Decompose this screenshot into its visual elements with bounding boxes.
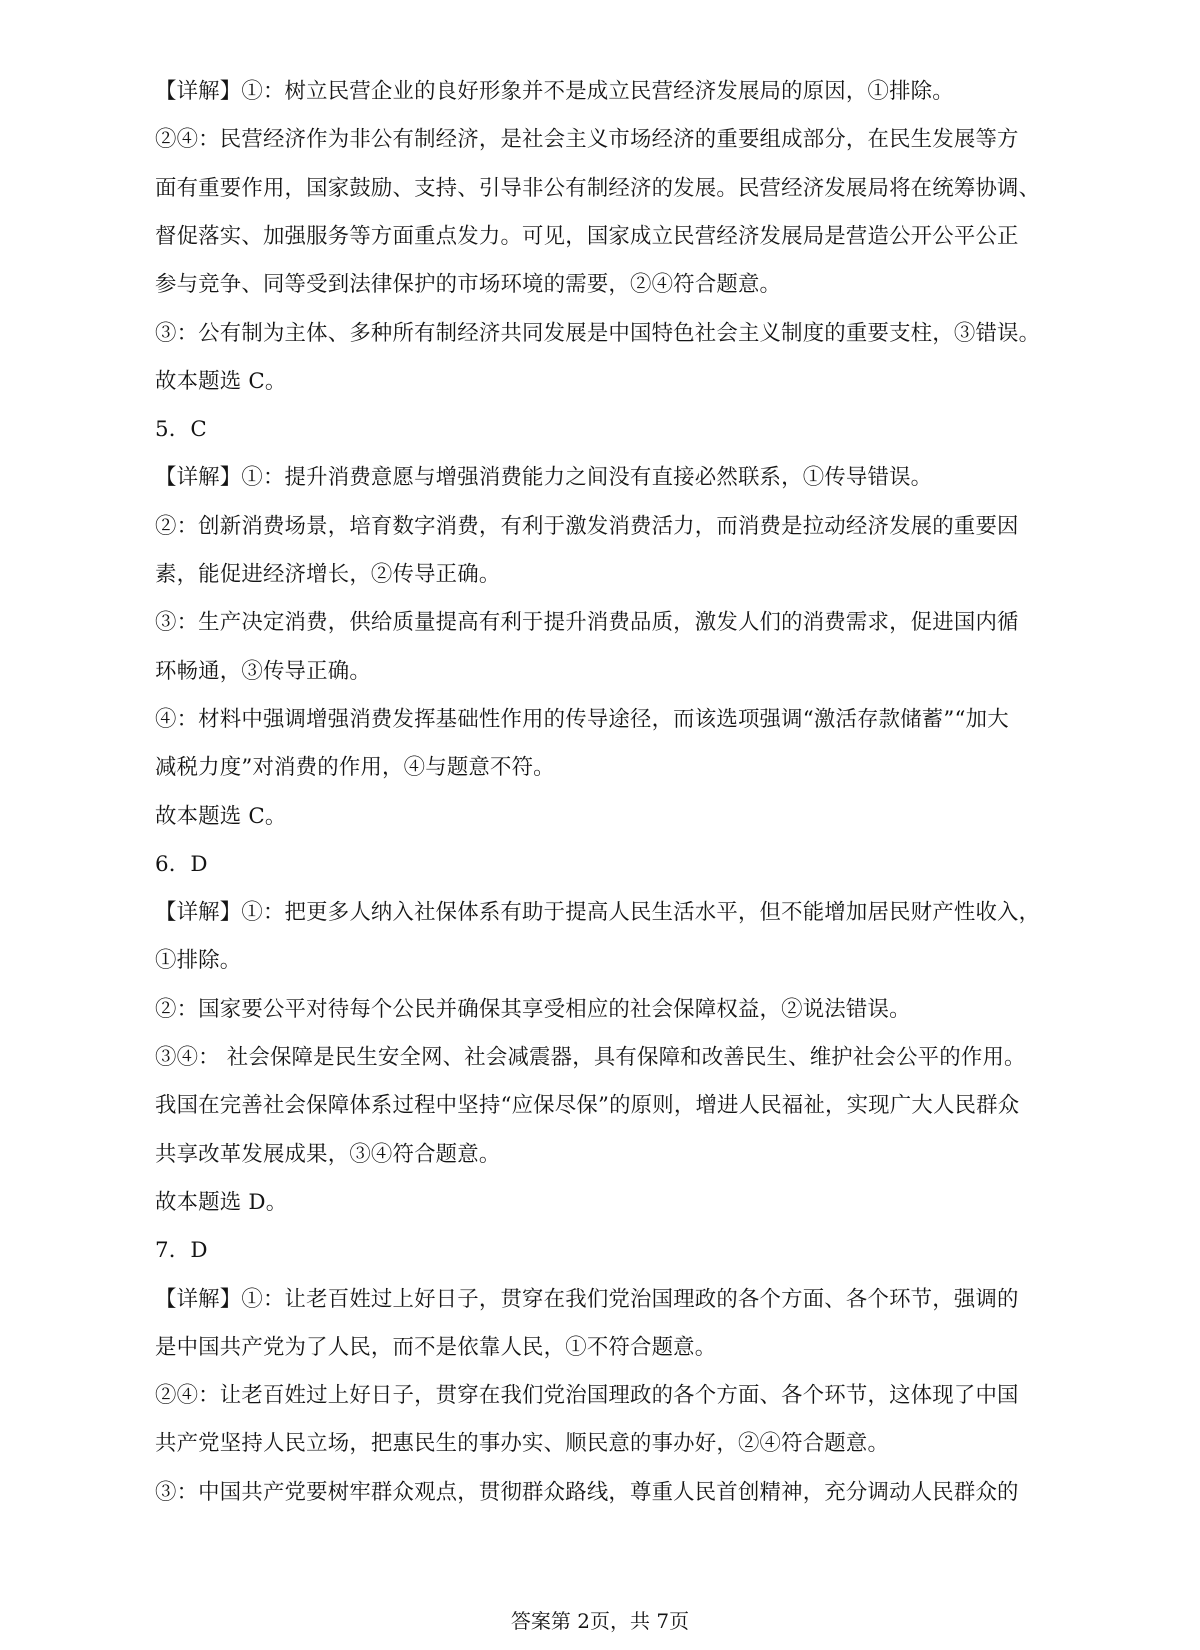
text-line: ②：创新消费场景，培育数字消费，有利于激发消费活力，而消费是拉动经济发展的重要因: [155, 513, 1019, 539]
text-line: 我国在完善社会保障体系过程中坚持“应保尽保”的原则，增进人民福祉，实现广大人民群众: [155, 1093, 1020, 1119]
text-line: 参与竞争、同等受到法律保护的市场环境的需要，②④符合题意。: [155, 272, 782, 298]
text-line: 6．D: [155, 851, 208, 877]
page-footer: 答案第 2页，共 7页: [510, 1609, 690, 1633]
text-line: 【详解】①：把更多人纳入社保体系有助于提高人民生活水平，但不能增加居民财产性收入，: [155, 900, 1041, 926]
text-line: 【详解】①：提升消费意愿与增强消费能力之间没有直接必然联系，①传导错误。: [155, 465, 933, 491]
text-line: 【详解】①：让老百姓过上好日子，贯穿在我们党治国理政的各个方面、各个环节，强调的: [155, 1286, 1019, 1312]
text-line: 故本题选 D。: [155, 1189, 288, 1215]
text-line: 面有重要作用，国家鼓励、支持、引导非公有制经济的发展。民营经济发展局将在统筹协调、: [155, 175, 1041, 201]
text-line: 共产党坚持人民立场，把惠民生的事办实、顺民意的事办好，②④符合题意。: [155, 1431, 890, 1457]
text-line: ③：中国共产党要树牢群众观点，贯彻群众路线，尊重人民首创精神，充分调动人民群众的: [155, 1479, 1019, 1505]
text-line: ②④：让老百姓过上好日子，贯穿在我们党治国理政的各个方面、各个环节，这体现了中国: [155, 1383, 1019, 1409]
text-line: ②：国家要公平对待每个公民并确保其享受相应的社会保障权益，②说法错误。: [155, 996, 911, 1022]
text-line: 7．D: [155, 1238, 208, 1264]
text-line: 故本题选 C。: [155, 803, 287, 829]
text-line: 是中国共产党为了人民，而不是依靠人民，①不符合题意。: [155, 1334, 717, 1360]
text-line: 环畅通，③传导正确。: [155, 658, 371, 684]
text-line: 共享改革发展成果，③④符合题意。: [155, 1141, 501, 1167]
text-line: 【详解】①：树立民营企业的良好形象并不是成立民营经济发展局的原因，①排除。: [155, 79, 954, 104]
text-line: ③④： 社会保障是民生安全网、社会减震器，具有保障和改善民生、维护社会公平的作用。: [155, 1045, 1026, 1070]
text-line: ④：材料中强调增强消费发挥基础性作用的传导途径，而该选项强调“激活存款储蓄”“加大: [155, 706, 1009, 732]
text-line: ③：生产决定消费，供给质量提高有利于提升消费品质，激发人们的消费需求，促进国内循: [155, 610, 1019, 636]
text-line: 素，能促进经济增长，②传导正确。: [155, 562, 501, 587]
text-line: 减税力度”对消费的作用，④与题意不符。: [155, 755, 555, 781]
text-line: 5．C: [155, 417, 207, 443]
text-line: ①排除。: [155, 948, 242, 974]
text-line: ③：公有制为主体、多种所有制经济共同发展是中国特色社会主义制度的重要支柱，③错误。: [155, 320, 1041, 346]
text-line: 督促落实、加强服务等方面重点发力。可见，国家成立民营经济发展局是营造公开公平公正: [155, 223, 1019, 249]
text-line: 故本题选 C。: [155, 368, 287, 394]
text-line: ②④：民营经济作为非公有制经济，是社会主义市场经济的重要组成部分，在民生发展等方: [155, 127, 1019, 153]
